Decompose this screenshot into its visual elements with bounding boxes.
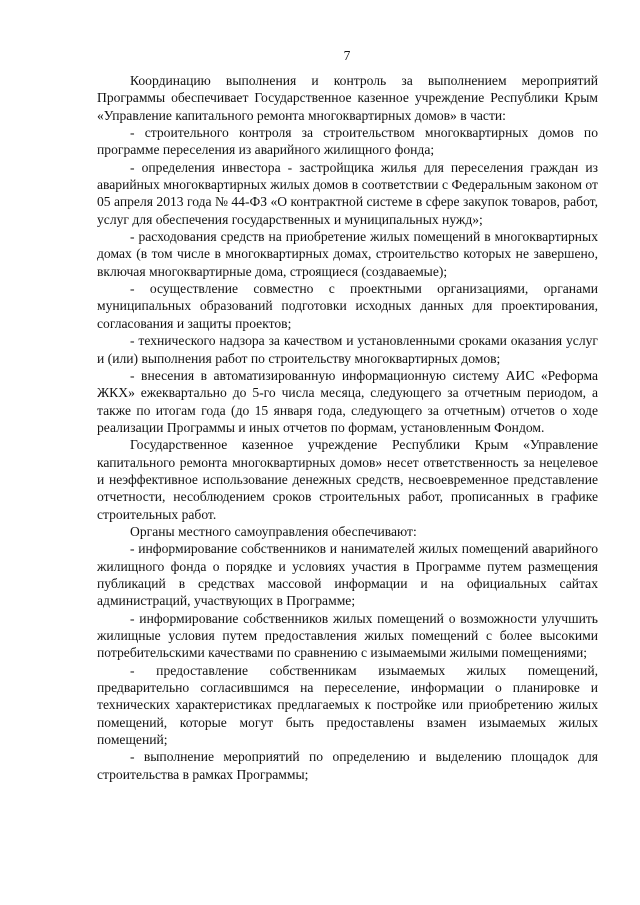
paragraph: - строительного контроля за строительством многоквартирных домов по программе переселения из аварийного жилищного фонда; bbox=[97, 125, 598, 158]
paragraph: - предоставление собственникам изымаемых жилых помещений, предварительно согласившимся на переселение, информации о планировке и технических характеристиках предлагаемых к постройке или приобретению жилых помещений, которые могут быть предоставлены взамен изымаемых жилых помещений; bbox=[97, 662, 598, 748]
paragraph: - технического надзора за качеством и установленными сроками оказания услуг и (или) выполнения работ по строительству многоквартирных домов; bbox=[97, 333, 598, 366]
paragraph: - осуществление совместно с проектными организациями, органами муниципальных образований подготовки исходных данных для проектирования, согласования и защиты проектов; bbox=[97, 281, 598, 331]
paragraph: - информирование собственников жилых помещений о возможности улучшить жилищные условия путем предоставления жилых помещений с более высокими потребительскими качествами по сравнению с изымаемыми жилыми помещениями; bbox=[97, 610, 598, 661]
paragraph: - выполнение мероприятий по определению и выделению площадок для строительства в рамках Программы; bbox=[97, 749, 598, 782]
paragraph: Государственное казенное учреждение Республики Крым «Управление капитального ремонта многоквартирных домов» несет ответственность за нецелевое и неэффективное использование денежных средств, несвоевременное представление отчетности, несоблюдением сроков строительных работ, прописанных в графике строительных работ. bbox=[97, 437, 598, 522]
paragraph: Органы местного самоуправления обеспечивают: bbox=[130, 523, 417, 539]
body-text bbox=[97, 72, 598, 783]
page-number: 7 bbox=[343, 48, 351, 63]
paragraph: - расходования средств на приобретение жилых помещений в многоквартирных домах (в том числе в многоквартирных домах, строительство которых не завершено, включая многоквартирные дома, строящиеся (создаваемые); bbox=[97, 229, 598, 279]
paragraph: Координацию выполнения и контроль за выполнением мероприятий Программы обеспечивает Государственное казенное учреждение Республики Крым «Управление капитального ремонта многоквартирных домов» в части: bbox=[97, 73, 598, 123]
paragraph: - информирование собственников и нанимателей жилых помещений аварийного жилищного фонда о порядке и условиях участия в Программе путем размещения публикаций в средствах массовой информации и на официальных сайтах администраций, участвующих в Программе; bbox=[97, 541, 598, 609]
paragraph: - определения инвестора - застройщика жилья для переселения граждан из аварийных многоквартирных жилых домов в соответствии с Федеральным законом от 05 апреля 2013 года № 44-ФЗ «О контрактной системе в сфере закупок товаров, работ, услуг для обеспечения государственных и муниципальных нужд»; bbox=[97, 159, 598, 227]
paragraph: - внесения в автоматизированную информационную систему АИС «Реформа ЖКХ» ежеквартально до 5-го числа месяца, следующего за отчетным периодом, а также по итогам года (до 15 января года, следующего за отчетным) отчетов о ходе реализации Программы и иных отчетов по формам, установленным Фондом. bbox=[97, 367, 598, 435]
